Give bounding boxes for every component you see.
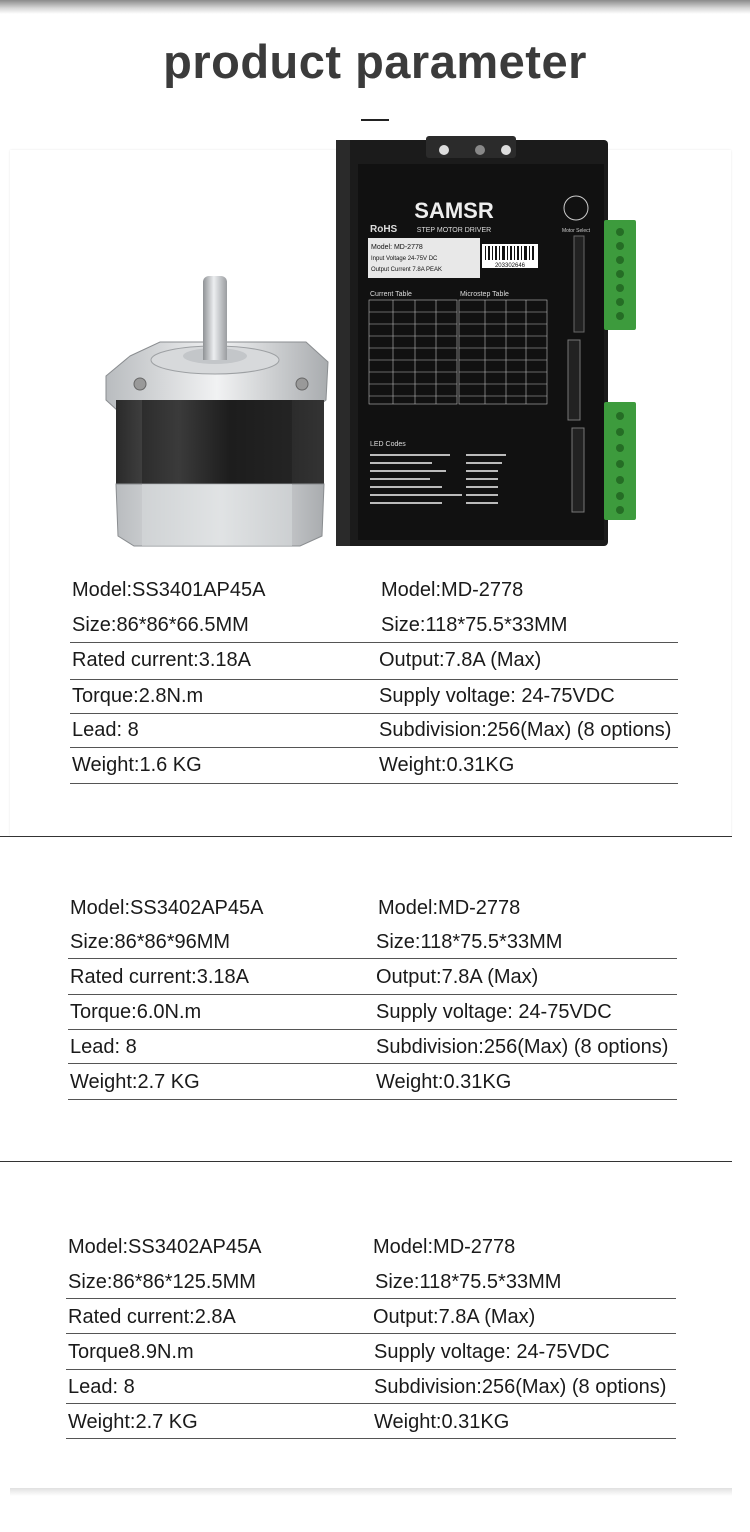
driver-weight: Weight:0.31KG	[379, 754, 515, 776]
section-divider	[0, 1161, 732, 1162]
motor-torque: Torque8.9N.m	[68, 1341, 194, 1363]
row-divider	[66, 1333, 676, 1334]
current-table-title: Current Table	[370, 291, 412, 298]
driver-output: Output:7.8A (Max)	[379, 649, 542, 671]
driver-model-label: Model: MD-2778	[371, 244, 423, 251]
driver-weight: Weight:0.31KG	[376, 1071, 512, 1093]
stepper-motor-image	[100, 272, 332, 550]
motor-lead: Lead: 8	[72, 719, 139, 741]
motor-torque: Torque:6.0N.m	[70, 1001, 202, 1023]
row-divider	[70, 642, 678, 643]
driver-image	[336, 136, 636, 550]
motor-lead: Lead: 8	[68, 1376, 135, 1398]
driver-output-label: Output Current 7.8A PEAK	[371, 267, 443, 273]
driver-weight: Weight:0.31KG	[374, 1411, 510, 1433]
driver-size: Size:118*75.5*33MM	[376, 931, 563, 953]
row-divider	[68, 958, 677, 959]
rohs-mark: RoHS	[370, 224, 398, 235]
motor-rated-current: Rated current:2.8A	[68, 1306, 236, 1328]
row-divider	[70, 713, 678, 714]
row-divider	[68, 1029, 677, 1030]
driver-supply-voltage: Supply voltage: 24-75VDC	[379, 685, 615, 707]
row-divider	[70, 783, 678, 784]
row-divider	[66, 1403, 676, 1404]
driver-model: Model:MD-2778	[373, 1236, 516, 1258]
motor-torque: Torque:2.8N.m	[72, 685, 204, 707]
motor-model: Model:SS3401AP45A	[72, 579, 266, 601]
driver-input-label: Input Voltage 24-75V DC	[371, 256, 438, 262]
microstep-table-title: Microstep Table	[460, 291, 509, 298]
row-divider	[66, 1369, 676, 1370]
driver-subtitle: STEP MOTOR DRIVER	[416, 227, 492, 234]
brand-logo: SAMSR	[414, 198, 494, 223]
motor-model: Model:SS3402AP45A	[68, 1236, 262, 1258]
driver-output: Output:7.8A (Max)	[376, 966, 539, 988]
bottom-shadow	[10, 1488, 732, 1496]
row-divider	[66, 1298, 676, 1299]
motor-weight: Weight:2.7 KG	[68, 1411, 198, 1433]
driver-subdivision: Subdivision:256(Max) (8 options)	[374, 1376, 667, 1398]
driver-model: Model:MD-2778	[378, 897, 521, 919]
section-divider	[0, 836, 732, 837]
page-title: product parameter	[163, 35, 587, 88]
led-codes-title: LED Codes	[370, 441, 406, 448]
top-shadow	[0, 0, 750, 14]
driver-subdivision: Subdivision:256(Max) (8 options)	[379, 719, 672, 741]
row-divider	[68, 1063, 677, 1064]
motor-rated-current: Rated current:3.18A	[72, 649, 251, 671]
row-divider	[68, 994, 677, 995]
motor-model: Model:SS3402AP45A	[70, 897, 264, 919]
motor-size: Size:86*86*66.5MM	[72, 614, 249, 636]
motor-size: Size:86*86*125.5MM	[68, 1271, 256, 1293]
row-divider	[66, 1438, 676, 1439]
driver-model: Model:MD-2778	[381, 579, 524, 601]
title-underline	[361, 119, 389, 121]
driver-supply-voltage: Supply voltage: 24-75VDC	[376, 1001, 612, 1023]
row-divider	[70, 747, 678, 748]
driver-output: Output:7.8A (Max)	[373, 1306, 536, 1328]
driver-supply-voltage: Supply voltage: 24-75VDC	[374, 1341, 610, 1363]
driver-subdivision: Subdivision:256(Max) (8 options)	[376, 1036, 669, 1058]
barcode-number: 203302646	[494, 263, 526, 269]
motor-size: Size:86*86*96MM	[70, 931, 231, 953]
driver-size: Size:118*75.5*33MM	[381, 614, 568, 636]
motor-rated-current: Rated current:3.18A	[70, 966, 249, 988]
row-divider	[68, 1099, 677, 1100]
motor-weight: Weight:2.7 KG	[70, 1071, 200, 1093]
motor-weight: Weight:1.6 KG	[72, 754, 202, 776]
driver-size: Size:118*75.5*33MM	[375, 1271, 562, 1293]
motor-lead: Lead: 8	[70, 1036, 137, 1058]
motor-select-label: Motor Select	[561, 228, 591, 234]
row-divider	[70, 679, 678, 680]
